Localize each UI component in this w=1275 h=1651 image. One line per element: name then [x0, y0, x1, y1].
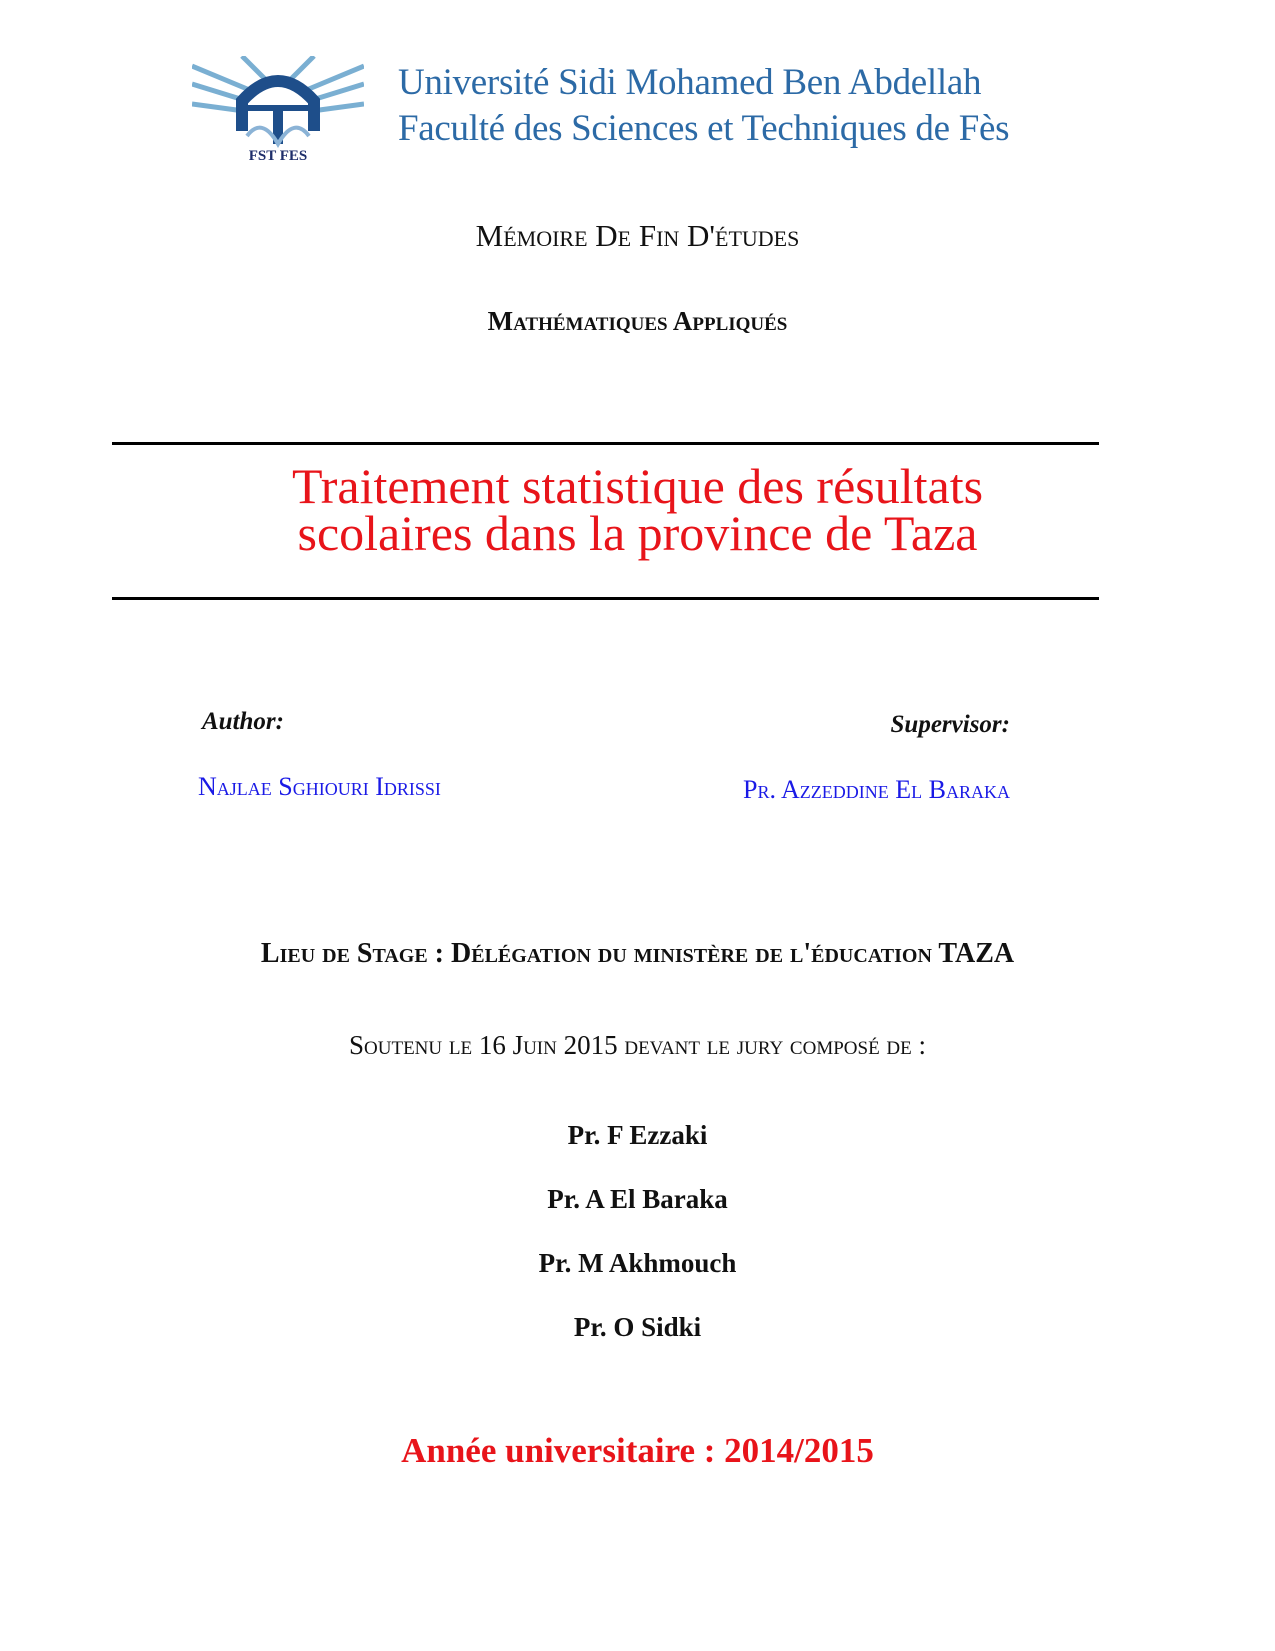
- author-name: Najlae Sghiouri Idrissi: [198, 772, 441, 801]
- jury-member: Pr. A El Baraka: [547, 1184, 728, 1214]
- svg-text:FST FES: FST FES: [248, 148, 308, 164]
- jury-member: Pr. F Ezzaki: [567, 1120, 708, 1150]
- bottom-rule: [112, 597, 1099, 600]
- faculty-name: Faculté des Sciences et Techniques de Fès: [398, 108, 1010, 149]
- academic-year: Année universitaire : 2014/2015: [401, 1431, 874, 1470]
- internship-location: Lieu de Stage : Délégation du ministère de l'éducation TAZA: [260, 938, 1015, 969]
- field-of-study: Mathématiques Appliqués: [487, 306, 788, 336]
- fst-fes-logo: [192, 56, 364, 164]
- thesis-title: [0, 458, 1275, 561]
- jury-member: Pr. O Sidki: [573, 1312, 702, 1342]
- author-label: Author:: [202, 708, 284, 735]
- title-line-1: Traitement statistique des résultats: [291, 458, 984, 514]
- defense-info: Soutenu le 16 Juin 2015 devant le jury composé de :: [349, 1030, 926, 1060]
- supervisor-name: Pr. Azzeddine El Baraka: [743, 775, 1010, 804]
- institution-header: [398, 60, 1009, 152]
- title-line-2: scolaires dans la province de Taza: [297, 505, 978, 561]
- jury-member: Pr. M Akhmouch: [538, 1248, 737, 1278]
- top-rule: [112, 442, 1099, 445]
- supervisor-label: Supervisor:: [890, 711, 1010, 738]
- document-type: Mémoire De Fin D'études: [475, 218, 800, 253]
- university-name: Université Sidi Mohamed Ben Abdellah: [398, 62, 982, 103]
